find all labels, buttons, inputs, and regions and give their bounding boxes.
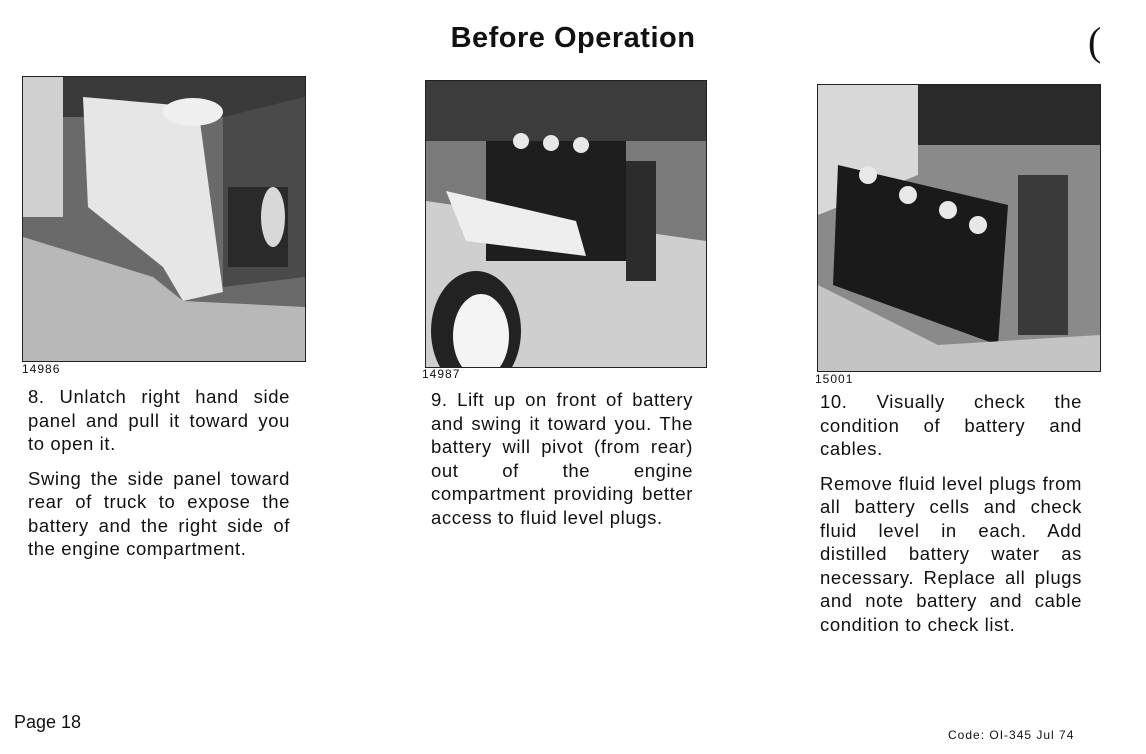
step-10-paragraph-1: 10. Visually check the condition of battery and cables.	[820, 391, 1082, 459]
photo-battery-lift	[425, 80, 707, 368]
step-10-text	[820, 390, 1082, 647]
step-8-text	[28, 385, 290, 572]
figure-number-2: 14987	[422, 367, 461, 381]
photo-side-panel-image	[23, 77, 305, 361]
page-title: Before Operation	[450, 22, 696, 54]
step-9-text	[431, 388, 693, 540]
step-8-paragraph-2: Swing the side panel toward rear of truck to expose the battery and the right side of the engine compartment.	[28, 467, 290, 559]
step-9-paragraph-1: 9. Lift up on front of battery and swing it toward you. The battery will pivot (from rear) out of the engine compartment providing better access to fluid level plugs.	[431, 389, 693, 528]
document-code: Code: OI-345 Jul 74	[948, 728, 1075, 742]
step-8-paragraph-1: 8. Unlatch right hand side panel and pull it toward you to open it.	[28, 386, 290, 454]
figure-number-1: 14986	[22, 362, 61, 376]
photo-side-panel	[22, 76, 306, 362]
page-number: Page 18	[14, 712, 82, 732]
photo-battery-lift-image	[426, 81, 706, 367]
step-10-paragraph-2: Remove fluid level plugs from all battery cells and check fluid level in each. Add distilled battery water as necessary. Replace all plugs and note battery and cable condition to check list.	[820, 472, 1082, 635]
figure-number-3: 15001	[815, 372, 854, 386]
photo-battery-check	[817, 84, 1101, 372]
photo-battery-check-image	[818, 85, 1100, 371]
corner-mark: (	[1088, 19, 1102, 64]
